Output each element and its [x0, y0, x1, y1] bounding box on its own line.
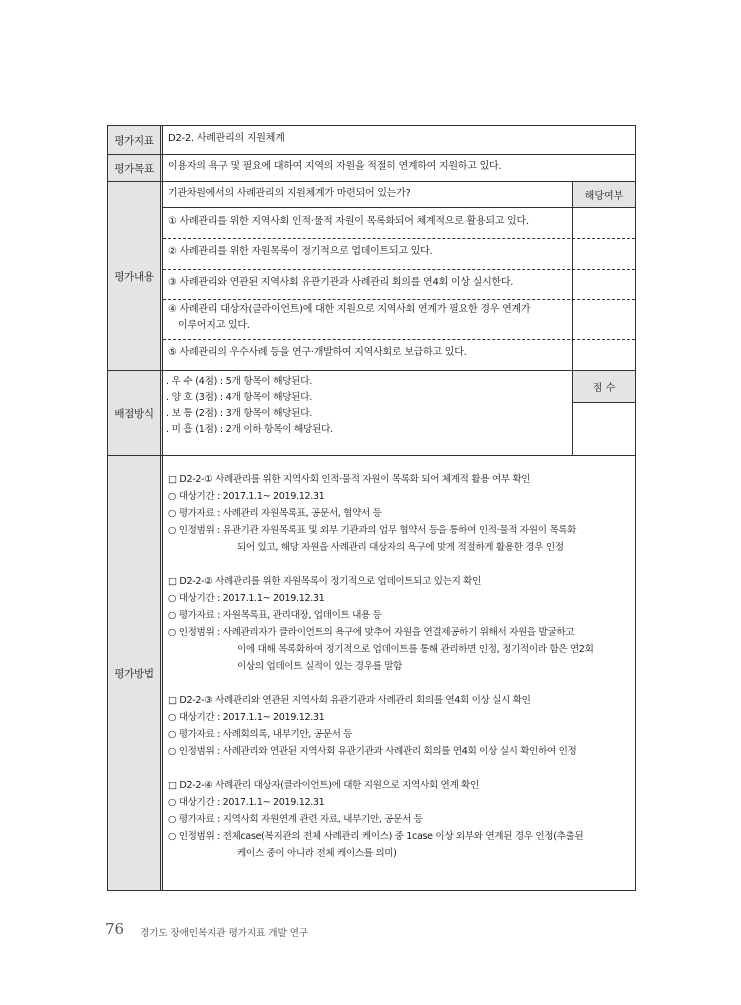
method-line: ○ 인정범위 : 전체case(복지관의 전체 사례관리 케이스) 중 1case 이상 외부와 연계된 경우 인정(추출된 [168, 831, 584, 842]
content-label: 평가내용 [108, 182, 163, 370]
indicator-label: 평가지표 [108, 126, 163, 154]
content-item-2: ② 사례관리를 위한 자원목록이 정기적으로 업데이트되고 있다. [168, 246, 433, 257]
content-row [108, 182, 635, 370]
evaluation-table [107, 125, 636, 891]
content-item-4-cont: 이루어지고 있다. [178, 320, 250, 331]
method-line: ○ 인정범위 : 사례관리자가 클라이언트의 욕구에 맞추어 자원을 연결제공하기 위해서 자원을 발굴하고 [168, 627, 575, 638]
method-line: 케이스 중이 아니라 전체 케이스를 의미) [237, 848, 397, 859]
method-line: ○ 평가자료 : 사례관리 자원목록표, 공문서, 협약서 등 [168, 508, 382, 519]
content-item-1: ① 사례관리를 위한 지역사회 인적·물적 자원이 목록화되어 체계적으로 활용되고 있다. [168, 216, 529, 227]
indicator-value: D2-2. 사례관리의 지원체계 [168, 133, 285, 144]
page-number: 76 [105, 920, 125, 938]
scoring-line-4: . 미 흡 (1점) : 2개 이하 항목이 해당된다. [166, 424, 333, 435]
method-line: ○ 대상기간 : 2017.1.1~ 2019.12.31 [168, 797, 325, 808]
method-heading-1: □ D2-2-① 사례관리를 위한 지역사회 인적·물적 자원이 목록화 되어 체계적 활용 여부 확인 [168, 474, 531, 485]
scoring-line-2: . 양 호 (3점) : 4개 항목이 해당된다. [166, 392, 313, 403]
method-line: ○ 대상기간 : 2017.1.1~ 2019.12.31 [168, 712, 325, 723]
scoring-label: 배점방식 [108, 371, 163, 455]
goal-value: 이용자의 욕구 및 필요에 대하여 지역의 자원을 적절히 연계하여 지원하고 있다. [168, 161, 502, 172]
method-line: ○ 평가자료 : 사례회의록, 내부기안, 공문서 등 [168, 729, 353, 740]
method-heading-3: □ D2-2-③ 사례관리와 연관된 지역사회 유관기관과 사례관리 회의를 연4회 이상 실시 확인 [168, 695, 531, 706]
method-heading-4: □ D2-2-④ 사례관리 대상자(클라이언트)에 대한 지원으로 지역사회 연계 확인 [168, 780, 479, 791]
scoring-row [108, 371, 635, 455]
dashed-divider [163, 269, 635, 270]
method-line: ○ 대상기간 : 2017.1.1~ 2019.12.31 [168, 491, 325, 502]
method-line: 이상의 업데이트 실적이 있는 경우를 말함 [237, 661, 403, 672]
indicator-row [108, 126, 635, 154]
method-line: ○ 대상기간 : 2017.1.1~ 2019.12.31 [168, 593, 325, 604]
method-label: 평가방법 [108, 456, 163, 890]
column-divider [572, 182, 573, 370]
method-line: ○ 인정범위 : 사례관리와 연관된 지역사회 유관기관과 사례관리 회의를 연4회 이상 실시 확인하여 인정 [168, 746, 577, 757]
scoring-line-1: . 우 수 (4점) : 5개 항목이 해당된다. [166, 376, 313, 387]
content-question: 기관차원에서의 사례관리의 지원체계가 마련되어 있는가? [168, 188, 411, 199]
dashed-divider [163, 238, 635, 239]
divider [573, 402, 635, 403]
divider [163, 207, 635, 208]
method-line: ○ 인정범위 : 유관기관 자원목록표 및 외부 기관과의 업무 협약서 등을 통하여 인적·물적 자원이 목록화 [168, 525, 577, 536]
method-line: 되어 있고, 해당 자원을 사례관리 대상자의 욕구에 맞게 적절하게 활용한 경우 인정 [237, 542, 564, 553]
goal-row [108, 155, 635, 181]
method-line: ○ 평가자료 : 지역사회 자원연계 관련 자료, 내부기안, 공문서 등 [168, 814, 423, 825]
dashed-divider [163, 299, 635, 300]
content-item-3: ③ 사례관리와 연관된 지역사회 유관기관과 사례관리 회의를 연4회 이상 실시한다. [168, 277, 514, 288]
applicable-header: 해당여부 [573, 182, 635, 207]
content-item-5: ⑤ 사례관리의 우수사례 등을 연구·개발하여 지역사회로 보급하고 있다. [168, 347, 467, 358]
method-line: ○ 평가자료 : 자원목록표, 관리대장, 업데이트 내용 등 [168, 610, 382, 621]
dashed-divider [163, 339, 635, 340]
goal-label: 평가목표 [108, 155, 163, 181]
method-row [108, 456, 635, 890]
method-heading-2: □ D2-2-② 사례관리를 위한 자원목록이 정기적으로 업데이트되고 있는지 확인 [168, 576, 482, 587]
method-line: 이에 대해 목록화하여 정기적으로 업데이트를 통해 관리하면 인정, 정기적이라 함은 연2회 [237, 644, 594, 655]
footer-title: 경기도 장애인복지관 평가지표 개발 연구 [140, 928, 309, 939]
content-item-4: ④ 사례관리 대상자(클라이언트)에 대한 지원으로 지역사회 연계가 필요한 경우 연계가 [168, 304, 531, 315]
scoring-line-3: . 보 통 (2점) : 3개 항목이 해당된다. [166, 408, 313, 419]
score-header: 점 수 [573, 371, 635, 402]
